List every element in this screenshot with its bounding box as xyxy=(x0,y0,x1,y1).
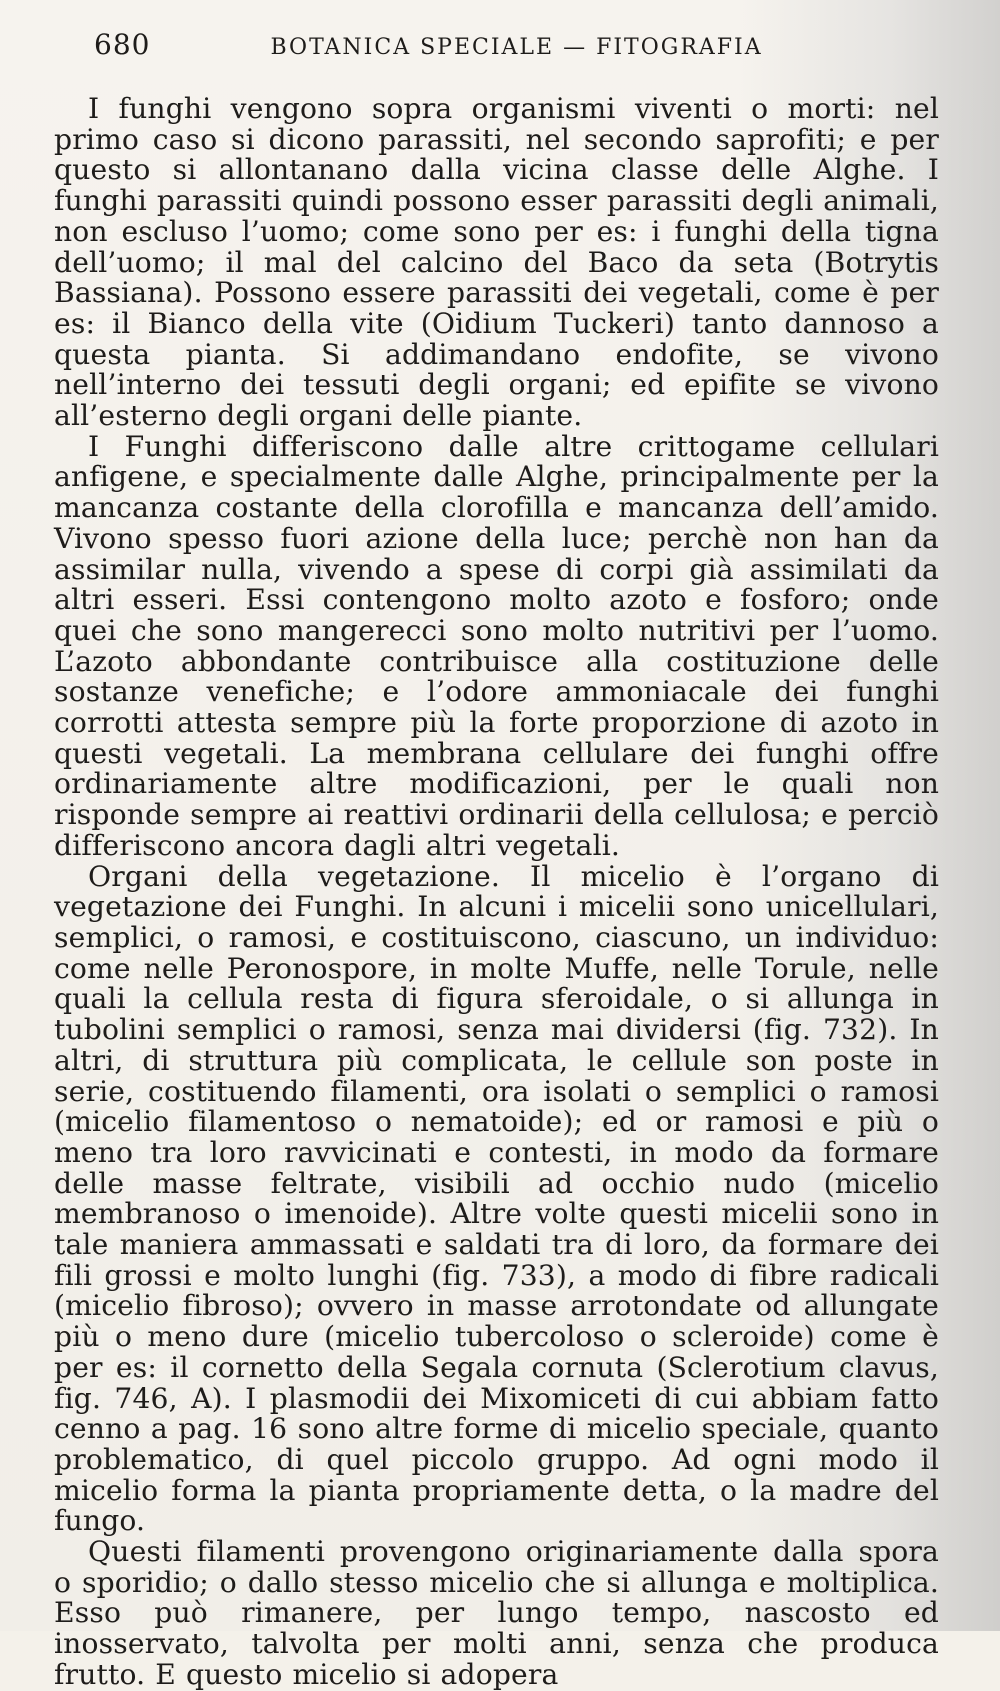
running-head: BOTANICA SPECIALE — FITOGRAFIA xyxy=(270,35,763,60)
paragraph-1: I funghi vengono sopra organismi viventi o morti: nel primo caso si dicono parassiti, nel secondo saprofiti; e per questo si allontanano dalla vicina classe delle Alghe. I funghi parassiti quindi possono esser parassiti degli animali, non escluso l’uomo; come sono per es: i funghi della tigna dell’uomo; il mal del calcino del Baco da seta (Botrytis Bassiana). Possono essere parassiti dei vegetali, come è per es: il Bianco della vite (Oidium Tuckeri) tanto dannoso a questa pianta. Si addimandano endofite, se vivono nell’interno dei tessuti degli organi; ed epifite se vivono all’esterno degli organi delle piante. xyxy=(54,92,939,433)
page-number: 680 xyxy=(94,28,151,61)
paragraph-4: Questi filamenti provengono originariamente dalla spora o sporidio; o dallo stesso micelio che si allunga e moltiplica. Esso può rimanere, per lungo tempo, nascosto ed inosservato, talvolta per molti anni, senza che produca frutto. E questo micelio si adopera xyxy=(54,1535,939,1691)
paragraph-3: Organi della vegetazione. Il micelio è l’organo di vegetazione dei Funghi. In alcuni i micelii sono unicellulari, semplici, o ramosi, e costituiscono, ciascuno, un individuo: come nelle Peronospore, in molte Muffe, nelle Torule, nelle quali la cellula resta di figura sferoidale, o si allunga in tubolini semplici o ramosi, senza mai dividersi (fig. 732). In altri, di struttura più complicata, le cellule son poste in serie, costituendo filamenti, ora isolati o semplici o ramosi (micelio filamentoso o nematoide); ed or ramosi e più o meno tra loro ravvicinati e contesti, in modo da formare delle masse feltrate, visibili ad occhio nudo (micelio membranoso o imenoide). Altre volte questi micelii sono in tale maniera ammassati e saldati tra di loro, da formare dei fili grossi e molto lunghi (fig. 733), a modo di fibre radicali (micelio fibroso); ovvero in masse arrotondate od allungate più o meno dure (micelio tubercoloso o scleroide) come è per es: il cornetto della Segala cornuta (Sclerotium clavus, fig. 746, A). I plasmodii dei Mixomiceti di cui abbiam fatto cenno a pag. 16 sono altre forme di micelio speciale, quanto problematico, di quel piccolo gruppo. Ad ogni modo il micelio forma la pianta propriamente detta, o la madre del fungo. xyxy=(54,859,939,1538)
text-body xyxy=(54,94,939,1691)
paragraph-2: I Funghi differiscono dalle altre crittogame cellulari anfigene, e specialmente dalle Alghe, principalmente per la mancanza costante della clorofilla e mancanza dell’amido. Vivono spesso fuori azione della luce; perchè non han da assimilar nulla, vivendo a spese di corpi già assimilati da altri esseri. Essi contengono molto azoto e fosforo; onde quei che sono mangerecci sono molto nutritivi per l’uomo. L’azoto abbondante contribuisce alla costituzione delle sostanze venefiche; e l’odore ammoniacale dei funghi corrotti attesta sempre più la forte proporzione di azoto in questi vegetali. La membrana cellulare dei funghi offre ordinariamente altre modificazioni, per le quali non risponde sempre ai reattivi ordinarii della cellulosa; e perciò differiscono ancora dagli altri vegetali. xyxy=(54,429,939,862)
page-header xyxy=(94,28,960,66)
